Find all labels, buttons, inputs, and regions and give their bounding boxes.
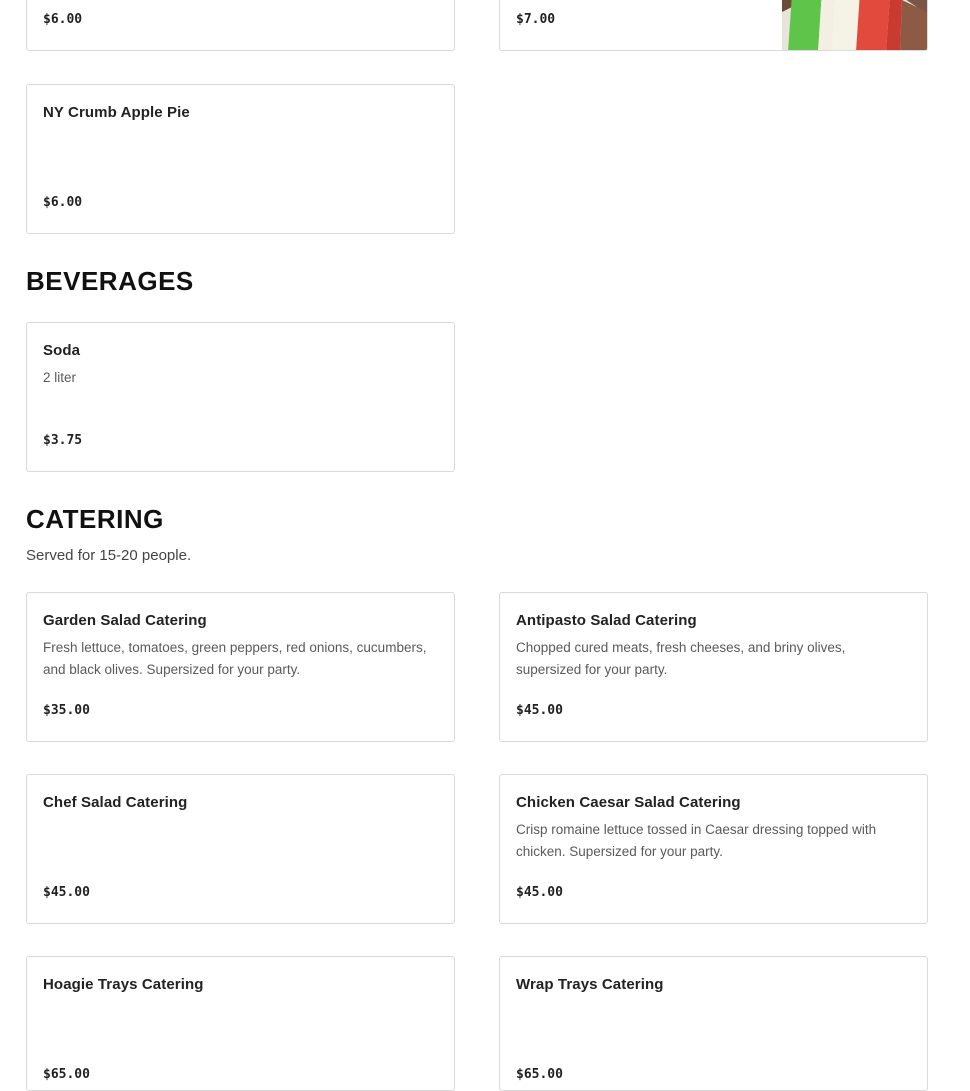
menu-item-card[interactable]	[499, 0, 928, 51]
item-description: Fresh lettuce, tomatoes, green peppers, red onions, cucumbers, and black olives. Supersized for your party.	[43, 640, 427, 677]
item-price: $45.00	[516, 885, 563, 900]
item-description: Chopped cured meats, fresh cheeses, and briny olives, supersized for your party.	[516, 640, 846, 677]
item-name: Hoagie Trays Catering	[43, 976, 204, 993]
section-subtitle: Served for 15-20 people.	[26, 547, 192, 564]
item-price: $65.00	[516, 1067, 563, 1082]
menu-item-card[interactable]	[26, 592, 455, 742]
item-name: NY Crumb Apple Pie	[43, 104, 190, 121]
menu-item-card[interactable]	[26, 84, 455, 234]
item-price: $6.00	[43, 195, 83, 210]
section-title-beverages: BEVERAGES	[26, 266, 194, 296]
item-price: $45.00	[516, 703, 563, 718]
menu-item-card[interactable]	[499, 592, 928, 742]
menu-item-card[interactable]	[26, 774, 455, 924]
item-name: Soda	[43, 342, 81, 359]
item-description: 2 liter	[43, 370, 77, 385]
item-price: $45.00	[43, 885, 90, 900]
item-image	[782, 0, 927, 50]
menu-item-card[interactable]	[26, 956, 455, 1091]
menu-item-card[interactable]	[26, 322, 455, 472]
item-name: Chef Salad Catering	[43, 794, 188, 811]
item-name: Chicken Caesar Salad Catering	[516, 794, 741, 811]
menu-item-card[interactable]	[499, 956, 928, 1091]
item-name: Antipasto Salad Catering	[516, 612, 697, 629]
item-price: $7.00	[516, 12, 556, 27]
item-price: $3.75	[43, 433, 83, 448]
item-name: Wrap Trays Catering	[516, 976, 664, 993]
menu-item-card[interactable]	[26, 0, 455, 51]
rainbow-cake-image	[782, 0, 927, 50]
section-title-catering: CATERING	[26, 504, 164, 534]
item-price: $6.00	[43, 12, 83, 27]
item-description: Crisp romaine lettuce tossed in Caesar dressing topped with chicken. Supersized for your party.	[516, 822, 877, 859]
menu-item-card[interactable]	[499, 774, 928, 924]
item-price: $65.00	[43, 1067, 90, 1082]
item-price: $35.00	[43, 703, 90, 718]
item-name: Garden Salad Catering	[43, 612, 207, 629]
